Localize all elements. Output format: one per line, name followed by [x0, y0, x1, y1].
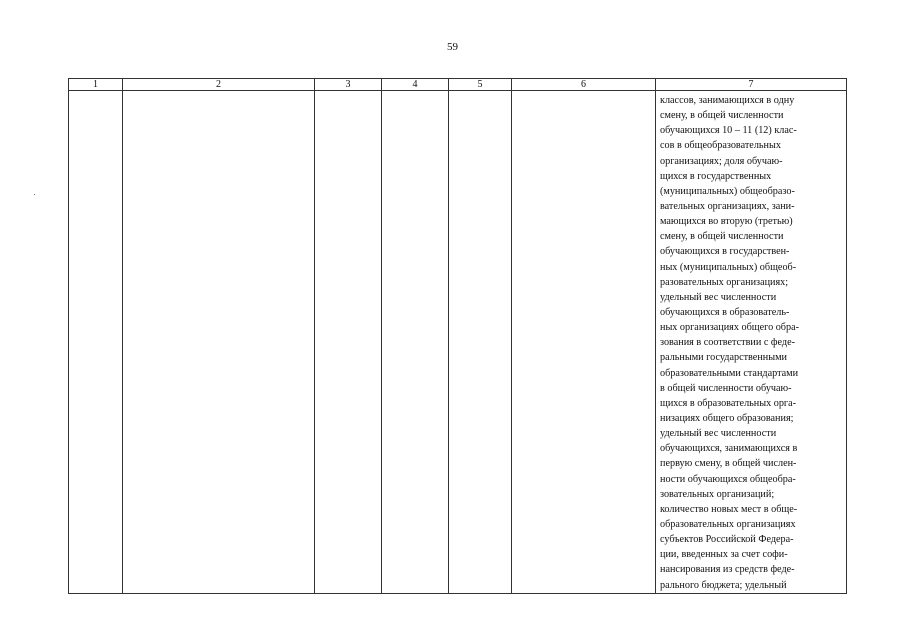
text-line: нансирования из средств феде-: [660, 564, 795, 576]
text-line: удельный вес численности: [660, 428, 777, 440]
cell-col-6: [512, 91, 656, 594]
text-line: обучающихся 10 – 11 (12) клас-: [660, 125, 797, 137]
text-line: (муниципальных) общеобразо-: [660, 185, 795, 197]
text-line: количество новых мест в обще-: [660, 503, 798, 515]
text-line: ности обучающихся общеобра-: [660, 473, 796, 485]
text-line: щихся в государственных: [660, 170, 772, 182]
text-line: ральными государственными: [660, 352, 787, 364]
text-line: смену, в общей численности: [660, 231, 784, 243]
text-line: зования в соответствии с феде-: [660, 337, 796, 349]
text-line: субъектов Российской Федера-: [660, 534, 794, 546]
text-line: мающихся во вторую (третью): [660, 216, 793, 228]
text-line: разовательных организациях;: [660, 276, 789, 288]
cell-col-4: [382, 91, 449, 594]
text-line: обучающихся, занимающихся в: [660, 443, 798, 455]
cell-col-7: [656, 91, 847, 594]
text-line: первую смену, в общей числен-: [660, 458, 797, 470]
text-line: образовательных организациях: [660, 518, 796, 530]
document-table: [68, 78, 847, 594]
column-header-4: 4: [382, 79, 449, 91]
text-line: ции, введенных за счет софи-: [660, 549, 788, 561]
text-line: обучающихся в образователь-: [660, 306, 790, 318]
page-number: 59: [447, 41, 458, 53]
text-line: сов в общеобразовательных: [660, 140, 781, 152]
cell-col-7-text: [656, 91, 846, 593]
text-line: низациях общего образования;: [660, 412, 794, 424]
text-line: обучающихся в государствен-: [660, 246, 790, 258]
column-header-6: 6: [512, 79, 656, 91]
text-line: вательных организациях, зани-: [660, 200, 795, 212]
column-header-1: 1: [69, 79, 123, 91]
text-line: рального бюджета; удельный: [660, 579, 787, 591]
stray-mark: [34, 194, 35, 195]
text-line: ных (муниципальных) общеоб-: [660, 261, 797, 273]
text-line: ных организациях общего обра-: [660, 322, 799, 334]
column-header-5: 5: [449, 79, 512, 91]
table-row: [69, 91, 847, 594]
text-line: удельный вес численности: [660, 291, 777, 303]
text-line: в общей численности обучаю-: [660, 382, 792, 394]
text-line: смену, в общей численности: [660, 110, 784, 122]
text-line: классов, занимающихся в одну: [660, 95, 795, 106]
text-line: образовательными стандартами: [660, 367, 799, 379]
column-header-2: 2: [123, 79, 315, 91]
cell-col-5: [449, 91, 512, 594]
column-header-7: 7: [656, 79, 847, 91]
column-header-3: 3: [315, 79, 382, 91]
cell-col-3: [315, 91, 382, 594]
cell-col-1: [69, 91, 123, 594]
text-line: зовательных организаций;: [660, 488, 775, 500]
cell-col-2: [123, 91, 315, 594]
text-line: организациях; доля обучаю-: [660, 155, 783, 167]
header-row: [69, 79, 847, 91]
text-line: щихся в образовательных орга-: [660, 397, 797, 409]
